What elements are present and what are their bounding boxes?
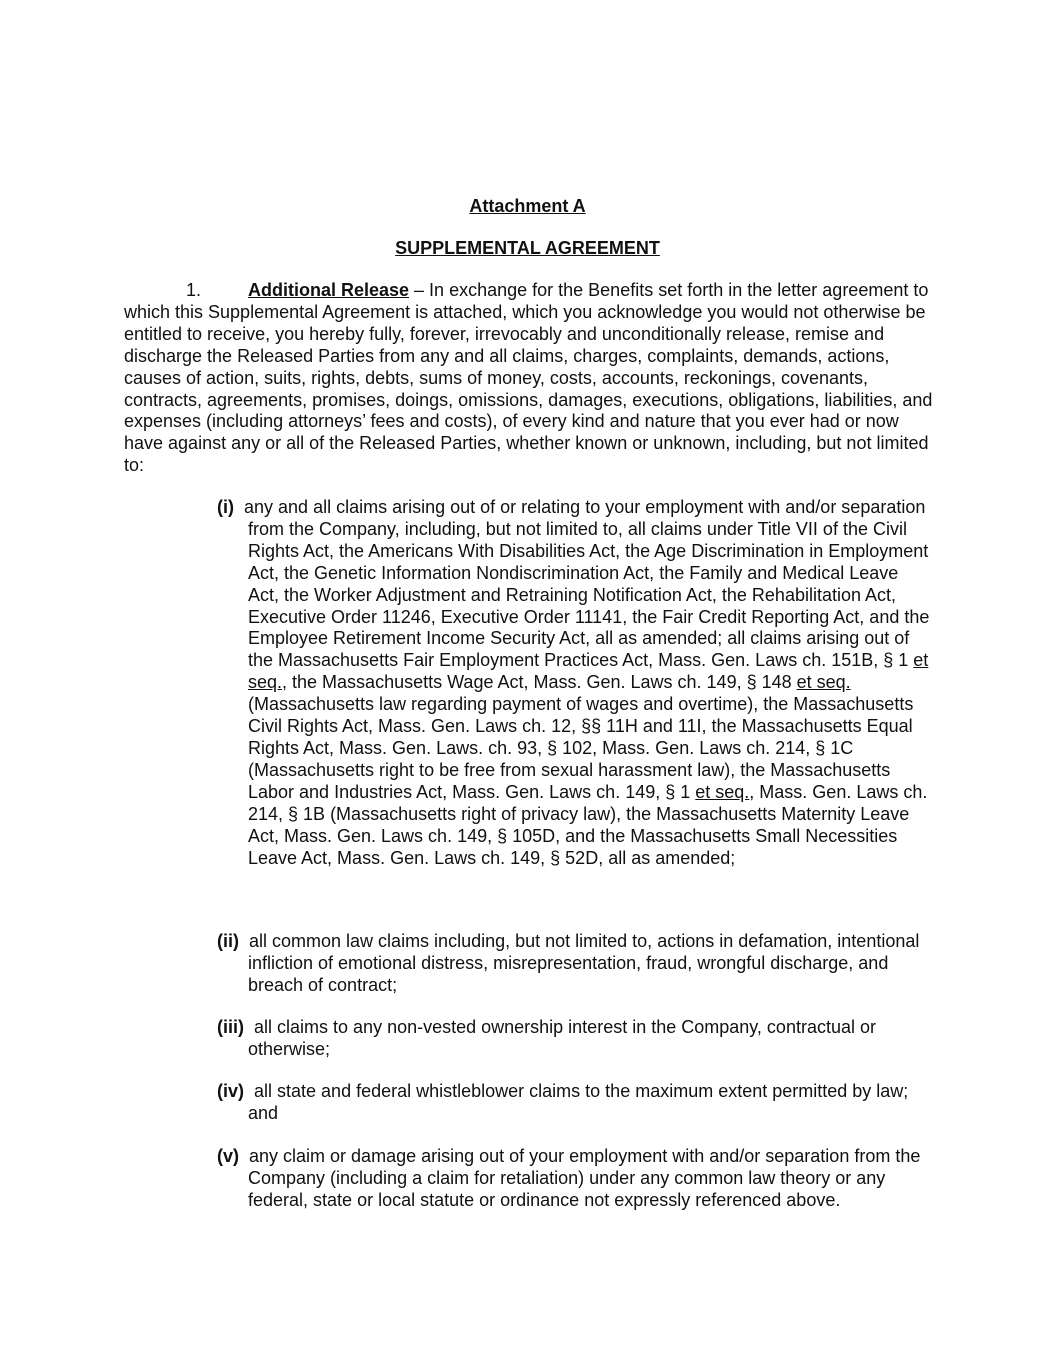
release-item-iv [217, 1081, 932, 1125]
attachment-title: Attachment A [469, 196, 586, 216]
item-citation: et seq. [695, 781, 750, 802]
item-text: any and all claims arising out of or relating to your employment with and/or separation from the Company, including, but not limited to, all claims under Title VII of the Civil Rights Act, the Americans With Disabilities Act, the Age Discrimination in Employment Act, the Genetic Information Nondiscrimination Act, the Family and Medical Leave Act, the Worker Adjustment and Retraining Notification Act, the Rehabilitation Act, Executive Order 11246, Executive Order 11141, the Fair Credit Reporting Act, and the Employee Retirement Income Security Act, all as amended; all claims arising out of the Massachusetts Fair Employment Practices Act, Mass. Gen. Laws ch. 151B, § 1 [244, 497, 930, 671]
item-text: (Massachusetts law regarding payment of wages and overtime), the Massachusetts Civil Rights Act, Mass. Gen. Laws ch. 12, §§ 11H and 11I, the Massachusetts Equal Rights Act, Mass. Gen. Laws. ch. 93, § 102, Mass. Gen. Laws ch. 214, § 1C (Massachusetts right to be free from sexual harassment law), the Massachusetts Labor and Industries Act, Mass. Gen. Laws ch. 149, § 1 [248, 694, 914, 802]
section-body: – In exchange for the Benefits set forth in the letter agreement to which this Supplemental Agreement is attached, which you acknowledge you would not otherwise be entitled to receive, you hereby fully, forever, irrevocably and unconditionally release, remise and discharge the Released Parties from any and all claims, charges, complaints, demands, actions, causes of action, suits, rights, debts, sums of money, costs, accounts, reckonings, covenants, contracts, agreements, promises, doings, omissions, damages, executions, obligations, liabilities, and expenses (including attorneys’ fees and costs), of every kind and nature that you ever had or now have against any or all of the Released Parties, whether known or unknown, including, but not limited to: [124, 280, 933, 476]
item-label: (i) [217, 497, 234, 517]
item-label: (v) [217, 1146, 239, 1166]
release-item-i [217, 497, 932, 869]
release-item-v [217, 1146, 932, 1212]
release-item-iii [217, 1017, 932, 1061]
item-citation: et seq. [796, 672, 851, 693]
item-text: all claims to any non-vested ownership interest in the Company, contractual or otherwise; [248, 1017, 876, 1059]
item-citation: et seq. [248, 650, 929, 693]
item-label: (ii) [217, 931, 239, 951]
item-text: , the Massachusetts Wage Act, Mass. Gen. Laws ch. 149, § 148 [282, 672, 797, 693]
item-label: (iii) [217, 1017, 244, 1037]
item-text: , Mass. Gen. Laws ch. 214, § 1B (Massachusetts right of privacy law), the Massachusetts Maternity Leave Act, Mass. Gen. Laws ch. 149, § 105D, and the Massachusetts Small Necessities Leave Act, Mass. Gen. Laws ch. 149, § 52D, all as amended; [248, 781, 928, 868]
item-label: (iv) [217, 1081, 244, 1101]
item-text: any claim or damage arising out of your employment with and/or separation from the Company (including a claim for retaliation) under any common law theory or any federal, state or local statute or ordinance not expressly referenced above. [248, 1146, 921, 1210]
section-title: Additional Release [248, 280, 410, 300]
release-item-ii [217, 931, 932, 997]
agreement-title: SUPPLEMENTAL AGREEMENT [395, 238, 660, 258]
section-1-paragraph [124, 280, 936, 477]
section-number: 1. [186, 280, 202, 300]
item-text: all state and federal whistleblower claims to the maximum extent permitted by law; and [248, 1081, 909, 1123]
item-text: all common law claims including, but not limited to, actions in defamation, intentional infliction of emotional distress, misrepresentation, fraud, wrongful discharge, and breach of contract; [248, 931, 920, 995]
